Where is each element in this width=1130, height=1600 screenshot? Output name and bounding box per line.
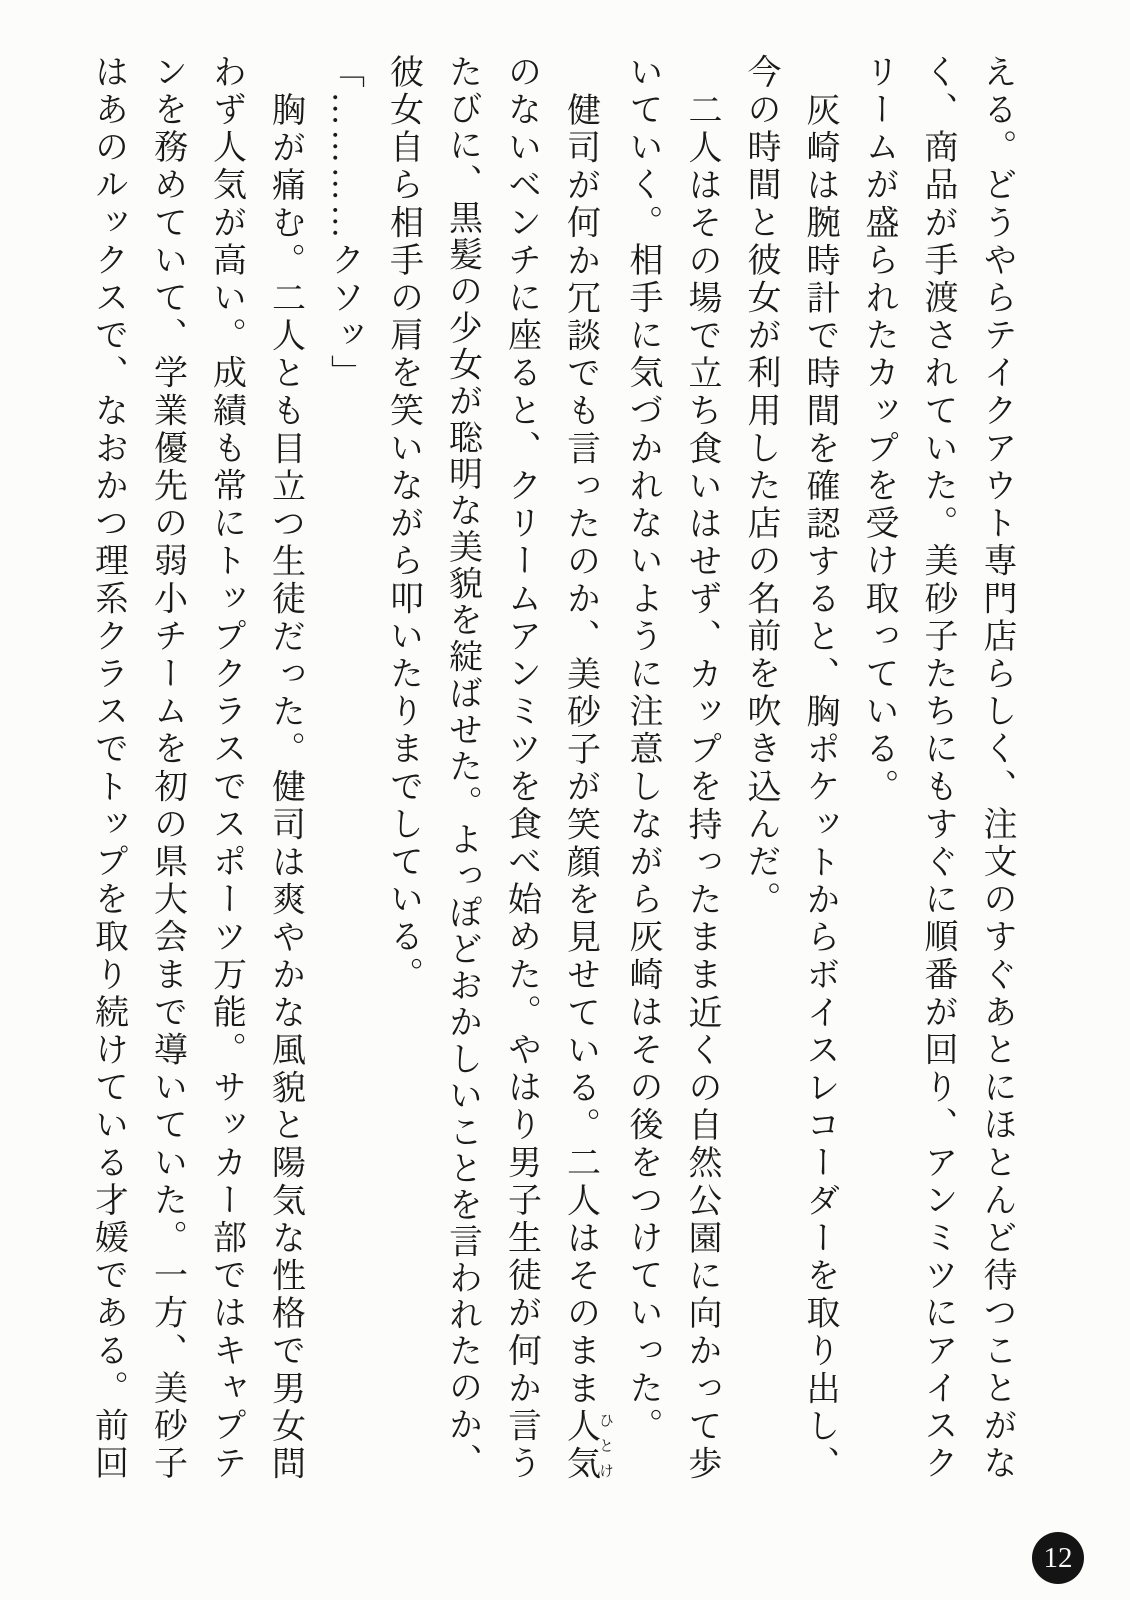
page-text	[79, 54, 1027, 1483]
text-line: 「…………クソッ」	[325, 54, 363, 393]
ruby-annotation	[561, 1407, 613, 1483]
ruby-base: 人気	[561, 1407, 599, 1483]
text-line: 灰崎は腕時計で時間を確認すると、胸ポケットからボイスレコーダーを取り出し、	[801, 91, 838, 1483]
text-line: 二人はその場で立ち食いはせず、カップを持ったまま近くの自然公園に向かって歩	[683, 91, 720, 1483]
text-line: く、商品が手渡されていた。美砂子たちにもすぐに順番が回り、アンミツにアイスク	[919, 54, 956, 1483]
page-number-badge: 12	[1032, 1532, 1084, 1584]
text-line: わず人気が高い。成績も常にトップクラスでスポーツ万能。サッカー部ではキャプテ	[207, 54, 245, 1483]
text-line: 胸が痛む。二人とも目立つ生徒だった。健司は爽やかな風貌と陽気な性格で男女問	[266, 91, 304, 1483]
text-line: 彼女自ら相手の肩を笑いながら叩いたりまでしている。	[384, 54, 422, 994]
text-line: ンを務めていて、学業優先の弱小チームを初の県大会まで導いていた。一方、美砂子	[148, 54, 186, 1483]
text-line: いていく。相手に気づかれないように注意しながら灰崎はその後をつけていった。	[624, 54, 661, 1446]
text-line: はあのルックスで、なおかつ理系クラスでトップを取り続けている才媛である。前回	[89, 54, 127, 1483]
text-line: 今の時間と彼女が利用した店の名前を吹き込んだ。	[742, 54, 779, 919]
text-line	[551, 54, 614, 1483]
furigana: ひとけ	[597, 1407, 613, 1483]
text-line: リームが盛られたカップを受け取っている。	[860, 54, 897, 806]
text-run: 健司が何か冗談でも言ったのか、美砂子が笑顔を見せている。二人はそのまま	[561, 91, 599, 1408]
text-line: のないベンチに座ると、クリームアンミツを食べ始めた。やはり男子生徒が何か言う	[502, 54, 540, 1483]
text-line: える。どうやらテイクアウト専門店らしく、注文のすぐあとにほとんど待つことがな	[978, 54, 1015, 1483]
text-line: たびに、黒髪の少女が聡明な美貌を綻ばせた。よっぽどおかしいことを言われたのか、	[443, 54, 481, 1480]
